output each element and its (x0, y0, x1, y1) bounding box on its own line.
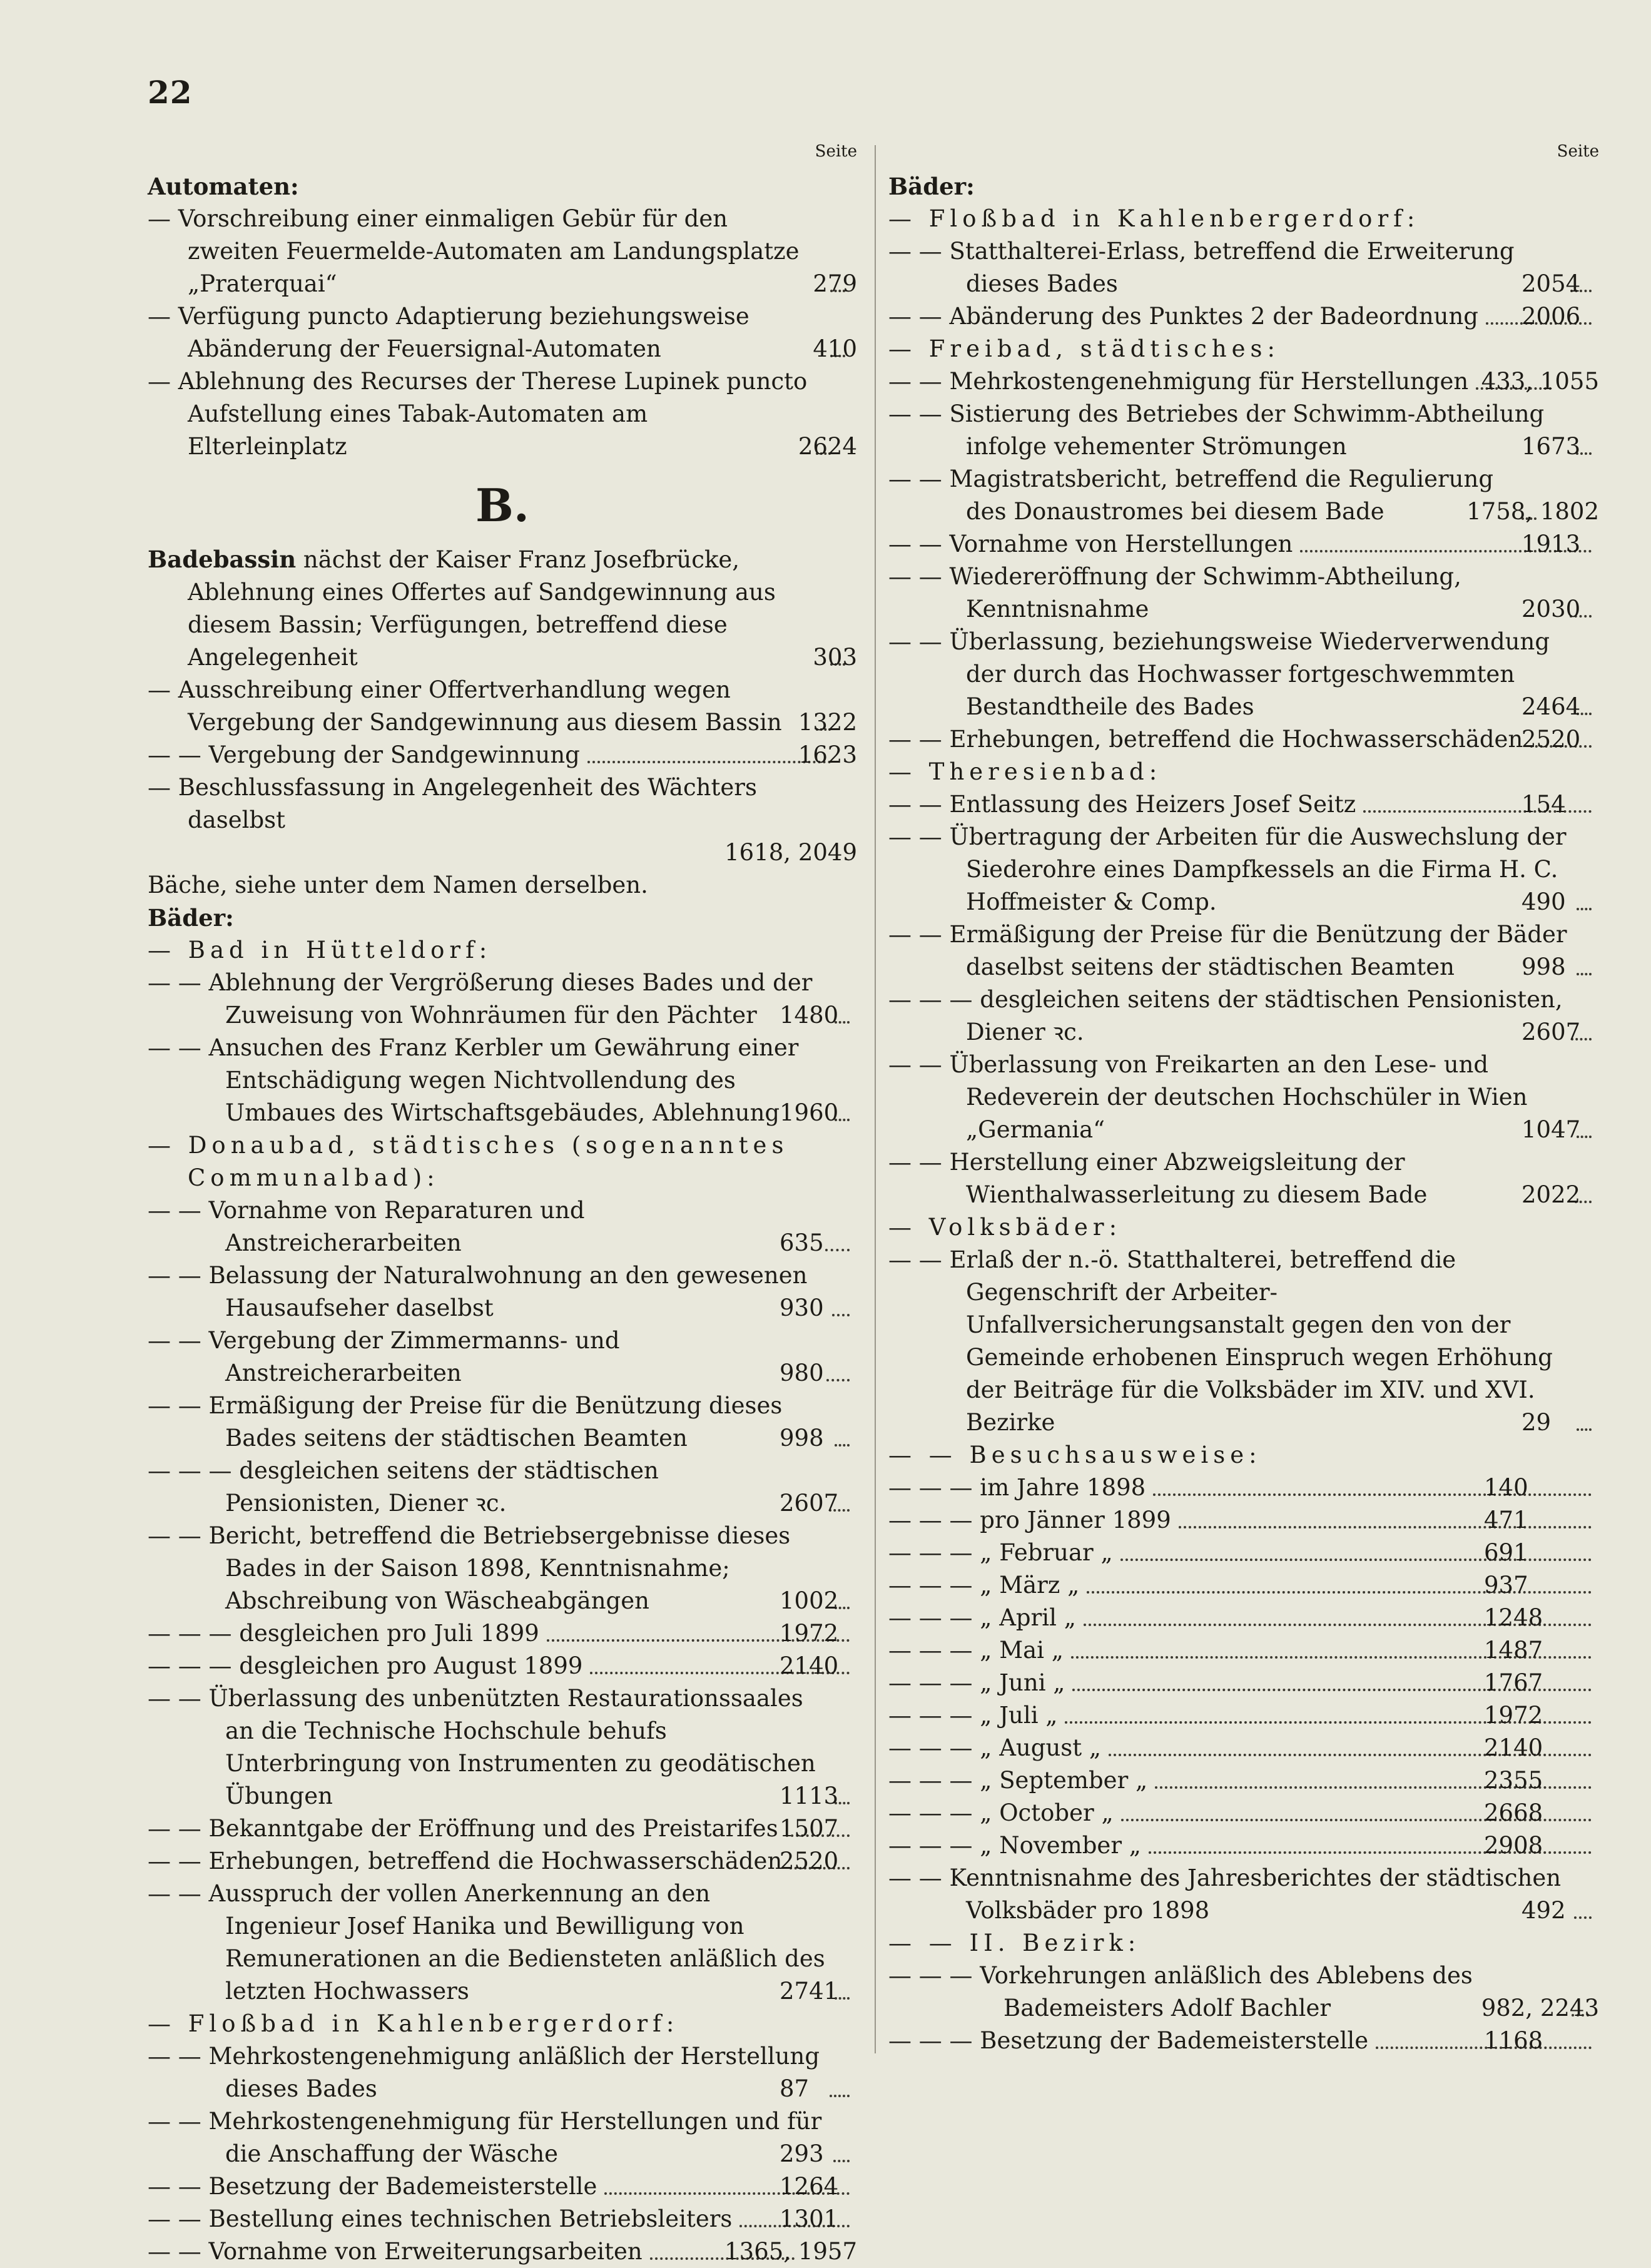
index-entry: — — — „ November „ 2908 (888, 1829, 1599, 1862)
entry-list (148, 1194, 857, 2008)
entry-text: — — — „ März „ (888, 1572, 1080, 1599)
subheading-freibad: — Freibad, städtisches: (888, 335, 1280, 362)
entry-text: — — — „ August „ (888, 1734, 1102, 1761)
entry-text: — — — „ Juli „ (888, 1702, 1058, 1729)
entry-text: — Beschlussfassung in Angelegenheit des Wächters daselbst (148, 774, 757, 833)
baeche-note: Bäche, siehe unter dem Namen derselben. (148, 872, 648, 898)
index-entry: — — Mehrkostengenehmigung für Herstellungen und für die Anschaffung der Wäsche 293 (148, 2105, 857, 2170)
index-entry: — — Kenntnisnahme des Jahresberichtes der städtischen Volksbäder pro 1898 492 (888, 1862, 1599, 1927)
entry-text: — — — im Jahre 1898 (888, 1474, 1146, 1501)
entry-text: — — — desgleichen seitens der städtischen Pensionisten, Diener ꝛc. (148, 1457, 659, 1517)
entry-text: — — Vornahme von Herstellungen (888, 531, 1293, 557)
right-column (888, 139, 1599, 2057)
page-ref: 1365, 1957 (724, 2238, 857, 2265)
entry-text: — — — Besetzung der Bademeisterstelle (888, 2027, 1369, 2054)
page-ref: 1758, 1802 (1466, 498, 1599, 525)
index-entry (148, 2235, 857, 2268)
index-entry: — — Abänderung des Punktes 2 der Badeordnung 2006 (888, 300, 1599, 333)
entry-text: — — Belassung der Naturalwohnung an den gewesenen Hausaufseher daselbst (148, 1262, 808, 1321)
index-entry: — — — desgleichen seitens der städtischen Pensionisten, Diener ꝛc. 2607 (148, 1455, 857, 1520)
index-entry: — — — „ August „ 2140 (888, 1732, 1599, 1764)
entry-text: — — Sistierung des Betriebes der Schwimm-Abtheilung infolge vehementer Strömungen (888, 400, 1545, 460)
index-entry: — — — „ Mai „ 1487 (888, 1634, 1599, 1667)
entry-text: — — — „ September „ (888, 1767, 1148, 1794)
index-entry: — — — Besetzung der Bademeisterstelle 1168 (888, 2025, 1599, 2057)
heading-baeder: Bäder: (888, 173, 975, 200)
index-entry: — — Ausspruch der vollen Anerkennung an den Ingenieur Josef Hanika und Bewilligung von Remunerationen an die Bediensteten anläßlich des letzten Hochwassers 2741 (148, 1878, 857, 2008)
index-entry: — — Bestellung eines technischen Betriebsleiters 1301 (148, 2203, 857, 2235)
entry-text: — — — „ April „ (888, 1604, 1076, 1631)
entry-list (148, 674, 857, 771)
entry-text: — — — desgleichen seitens der städtischen Pensionisten, Diener ꝛc. (888, 986, 1563, 1045)
entry-text: — — — „ Mai „ (888, 1637, 1064, 1664)
index-entry: — — Sistierung des Betriebes der Schwimm-Abtheilung infolge vehementer Strömungen 1673 (888, 398, 1599, 463)
entry-text: — — Bericht, betreffend die Betriebsergebnisse dieses Bades in der Saison 1898, Kenntnisnahme; Abschreibung von Wäscheabgängen (148, 1522, 791, 1614)
index-entry: — — — desgleichen seitens der städtischen Pensionisten, Diener ꝛc. 2607 (888, 984, 1599, 1049)
entry-text: — — Überlassung des unbenützten Restaurationssaales an die Technische Hochschule behufs Unterbringung von Instrumenten zu geodätischen Übungen (148, 1685, 816, 1809)
entry-text: — — Ermäßigung der Preise für die Benützung der Bäder daselbst seitens der städtischen Beamten (888, 921, 1567, 980)
entry-text: — — Wiedereröffnung der Schwimm-Abtheilung, Kenntnisnahme (888, 563, 1461, 623)
index-entry: — — Vornahme von Reparaturen und Anstreicherarbeiten 635 (148, 1194, 857, 1259)
subheading-flossbad: — Floßbad in Kahlenbergerdorf: (888, 205, 1420, 232)
entry-text: — — Entlassung des Heizers Josef Seitz (888, 791, 1356, 818)
index-entry (148, 365, 857, 463)
index-entry: — — Erhebungen, betreffend die Hochwasserschäden 2520 (148, 1845, 857, 1878)
index-entry: — — — pro Jänner 1899 471 (888, 1504, 1599, 1537)
index-entry: — — Besetzung der Bademeisterstelle 1264 (148, 2170, 857, 2203)
index-entry: — — Herstellung einer Abzweigsleitung der Wienthalwasserleitung zu diesem Bade 2022 (888, 1146, 1599, 1211)
index-entry: — — — „ März „ 937 (888, 1569, 1599, 1602)
index-entry: — — Statthalterei-Erlass, betreffend die Erweiterung dieses Bades 2054 (888, 235, 1599, 300)
dot-leader (1577, 973, 1592, 975)
dot-leader (826, 1379, 850, 1381)
index-entry (148, 739, 857, 771)
index-entry (148, 203, 857, 300)
index-entry: — — — „ Februar „ 691 (888, 1537, 1599, 1569)
index-entry: — — Vornahme von Herstellungen 1913 (888, 528, 1599, 561)
entry-text: — — Ausspruch der vollen Anerkennung an den Ingenieur Josef Hanika und Bewilligung von Remunerationen an die Bediensteten anläßlich des letzten Hochwassers (148, 1880, 825, 2005)
entry-text: — — Bekanntgabe der Eröffnung und des Preistarifes (148, 1815, 778, 1842)
dot-leader (1577, 908, 1592, 910)
entry-text: — — Mehrkostengenehmigung anläßlich der Herstellung dieses Bades (148, 2043, 820, 2102)
index-entry: — — Ansuchen des Franz Kerbler um Gewährung einer Entschädigung wegen Nichtvollendung des Umbaues des Wirtschaftsgebäudes, Ablehnung 1960 (148, 1032, 857, 1129)
letter-heading-b: B. (475, 479, 529, 532)
entry-text: — — Erhebungen, betreffend die Hochwasserschäden (148, 1848, 783, 1874)
index-entry: — — — „ September „ 2355 (888, 1764, 1599, 1797)
entry-text: — — Vergebung der Zimmermanns- und Anstreicherarbeiten (148, 1327, 620, 1386)
entry-text: — — — Vorkehrungen anläßlich des Ablebens des Bademeisters Adolf Bachler (888, 1962, 1473, 2021)
entry-text: — — Mehrkostengenehmigung für Herstellungen (888, 368, 1469, 395)
index-entry: — — Mehrkostengenehmigung anläßlich der Herstellung dieses Bades 87 (148, 2040, 857, 2105)
column-divider (875, 145, 876, 2053)
page-ref: 303 (813, 644, 857, 671)
entry-text: — — — „ Juni „ (888, 1669, 1065, 1696)
index-entry: — — Ermäßigung der Preise für die Benützung dieses Bades seitens der städtischen Beamten 998 (148, 1390, 857, 1455)
dot-leader (833, 2160, 850, 2162)
entry-list (148, 203, 857, 463)
entry-text: — — Übertragung der Arbeiten für die Auswechslung der Siederohre eines Dampfkessels an die Firma H. C. Hoffmeister & Comp. (888, 823, 1567, 915)
entry-text: — — Besetzung der Bademeisterstelle (148, 2173, 597, 2200)
entry-list (888, 1472, 1599, 1862)
heading-badebassin: Badebassin (148, 546, 297, 573)
index-entry (888, 365, 1599, 398)
index-entry: — — Ermäßigung der Preise für die Benützung der Bäder daselbst seitens der städtischen Beamten 998 (888, 918, 1599, 984)
subheading-flossbad: — Floßbad in Kahlenbergerdorf: (148, 2010, 679, 2037)
entry-list (888, 235, 1599, 333)
entry-text: — Verfügung puncto Adaptierung beziehungsweise Abänderung der Feuersignal-Automaten (148, 303, 749, 362)
index-entry: — — Überlassung von Freikarten an den Lese- und Redeverein der deutschen Hochschüler in Wien „Germania“ 1047 (888, 1049, 1599, 1146)
entry-text: — — — pro Jänner 1899 (888, 1507, 1171, 1533)
subheading-besuchsausweise: — — Besuchsausweise: (888, 1442, 1262, 1468)
index-entry: — — Übertragung der Arbeiten für die Auswechslung der Siederohre eines Dampfkessels an die Firma H. C. Hoffmeister & Comp. 490 (888, 821, 1599, 918)
index-entry (148, 674, 857, 739)
index-entry (148, 543, 857, 674)
seite-label: Seite (1557, 142, 1599, 161)
entry-list (888, 365, 1599, 756)
entry-text: — — Überlassung von Freikarten an den Lese- und Redeverein der deutschen Hochschüler in Wien „Germania“ (888, 1051, 1528, 1143)
entry-text: — — Bestellung eines technischen Betriebsleiters (148, 2205, 733, 2232)
index-entry: — — Erhebungen, betreffend die Hochwasserschäden 2520 (888, 723, 1599, 756)
page-number: 22 (148, 74, 193, 111)
index-entry: — — Bericht, betreffend die Betriebsergebnisse dieses Bades in der Saison 1898, Kenntnisnahme; Abschreibung von Wäscheabgängen 1002 (148, 1520, 857, 1617)
page-ref: 279 (813, 270, 857, 297)
dot-leader (1179, 1526, 1592, 1528)
left-column (148, 139, 857, 2268)
entry-text: — — Herstellung einer Abzweigsleitung der Wienthalwasserleitung zu diesem Bade (888, 1149, 1428, 1208)
entry-text: — — Statthalterei-Erlass, betreffend die Erweiterung dieses Bades (888, 238, 1515, 297)
index-entry: — — Entlassung des Heizers Josef Seitz 154 (888, 788, 1599, 821)
index-entry: — — Ablehnung der Vergrößerung dieses Bades und der Zuweisung von Wohnräumen für den Pächter 1480 (148, 967, 857, 1032)
index-entry: — — Wiedereröffnung der Schwimm-Abtheilung, Kenntnisnahme 2030 (888, 561, 1599, 626)
subheading-huetteldorf: — Bad in Hütteldorf: (148, 937, 492, 964)
subheading-theresienbad: — Theresienbad: (888, 758, 1162, 785)
page-ref: 1623 (798, 741, 857, 768)
entry-text: — — — desgleichen pro Juli 1899 (148, 1620, 539, 1647)
page-ref: 2624 (798, 433, 857, 460)
entry-list (148, 2040, 857, 2268)
index-entry: — — Belassung der Naturalwohnung an den gewesenen Hausaufseher daselbst 930 (148, 1259, 857, 1325)
entry-text: — — — „ Februar „ (888, 1539, 1113, 1566)
index-entry (888, 1960, 1599, 2025)
index-entry: — — Vergebung der Zimmermanns- und Anstreicherarbeiten 980 (148, 1325, 857, 1390)
entry-text: — — Vornahme von Erweiterungsarbeiten (148, 2238, 643, 2265)
seite-label: Seite (815, 142, 857, 161)
entry-text: — — — desgleichen pro August 1899 (148, 1652, 583, 1679)
index-entry (888, 463, 1599, 528)
index-entry (148, 771, 857, 869)
entry-text: — — Erhebungen, betreffend die Hochwasserschäden (888, 726, 1523, 753)
dot-leader (830, 2095, 850, 2097)
entry-text: — Vorschreibung einer einmaligen Gebür für den zweiten Feuermelde-Automaten am Landungsplatze „Praterquai“ (148, 205, 800, 297)
page-ref: 982, 2243 (1481, 1995, 1599, 2021)
index-entry: — — Bekanntgabe der Eröffnung und des Preistarifes 1507 (148, 1813, 857, 1845)
entry-text: — — Erlaß der n.-ö. Statthalterei, betreffend die Gegenschrift der Arbeiter-Unfallversicherungsanstalt gegen den von der Gemeinde erhobenen Einspruch wegen Erhöhung der Beiträge für die Volksbäder im XIV. und XVI. Bezirke (888, 1246, 1553, 1436)
entry-text: — — Ablehnung der Vergrößerung dieses Bades und der Zuweisung von Wohnräumen für den Pächter (148, 969, 813, 1029)
subheading-bezirk-ii: — — II. Bezirk: (888, 1930, 1141, 1956)
page-ref: 433, 1055 (1481, 368, 1599, 395)
page-ref: 410 (813, 335, 857, 362)
dot-leader (587, 761, 831, 763)
entry-text: — — Ermäßigung der Preise für die Benützung dieses Bades seitens der städtischen Beamten (148, 1392, 783, 1452)
heading-baeder: Bäder: (148, 904, 234, 932)
entry-list (888, 1960, 1599, 2057)
index-entry: — — — „ Juni „ 1767 (888, 1667, 1599, 1699)
subheading-donaubad: — Donaubad, städtisches (sogenanntes Communalbad): (148, 1132, 789, 1191)
index-entry: — — — desgleichen pro Juli 1899 1972 (148, 1617, 857, 1650)
index-entry: — — — im Jahre 1898 140 (888, 1472, 1599, 1504)
entry-list (148, 967, 857, 1129)
entry-text: — — Abänderung des Punktes 2 der Badeordnung (888, 303, 1478, 330)
entry-text: — — Mehrkostengenehmigung für Herstellungen und für die Anschaffung der Wäsche (148, 2108, 822, 2167)
dot-leader (825, 1249, 850, 1251)
index-entry (148, 300, 857, 365)
index-entry: — — Überlassung, beziehungsweise Wiederverwendung der durch das Hochwasser fortgeschwemmten Bestandtheile des Bades 2464 (888, 626, 1599, 723)
entry-text: — — Vergebung der Sandgewinnung (148, 741, 580, 768)
entry-text: — — Vornahme von Reparaturen und Anstreicherarbeiten (148, 1197, 585, 1256)
entry-text: — — — „ October „ (888, 1799, 1114, 1826)
page-ref: 1618, 2049 (724, 839, 857, 866)
entry-text: — — Kenntnisnahme des Jahresberichtes der städtischen Volksbäder pro 1898 (888, 1864, 1562, 1924)
subheading-volksbaeder: — Volksbäder: (888, 1214, 1122, 1241)
index-entry: — — — „ October „ 2668 (888, 1797, 1599, 1829)
entry-text: — — Überlassung, beziehungsweise Wiederverwendung der durch das Hochwasser fortgeschwemmten Bestandtheile des Bades (888, 628, 1550, 720)
entry-list (888, 788, 1599, 1211)
entry-text: — — — „ November „ (888, 1832, 1141, 1859)
index-entry: — — — „ Juli „ 1972 (888, 1699, 1599, 1732)
entry-text: — — Magistratsbericht, betreffend die Regulierung des Donaustromes bei diesem Bade (888, 465, 1494, 525)
index-entry: — — Überlassung des unbenützten Restaurationssaales an die Technische Hochschule behufs Unterbringung von Instrumenten zu geodätischen Übungen 1113 (148, 1682, 857, 1813)
entry-text: nächst der Kaiser Franz Josefbrücke, Ablehnung eines Offertes auf Sandgewinnung aus diesem Bassin; Verfügungen, betreffend diese Angelegenheit (188, 546, 776, 671)
dot-leader (1574, 1916, 1592, 1919)
entry-text: — Ausschreibung einer Offertverhandlung wegen Vergebung der Sandgewinnung aus diesem Bassin (148, 676, 782, 736)
entry-text: — — Ansuchen des Franz Kerbler um Gewährung einer Entschädigung wegen Nichtvollendung des Umbaues des Wirtschaftsgebäudes, Ablehnung (148, 1034, 799, 1126)
index-entry: — — — „ April „ 1248 (888, 1602, 1599, 1634)
dot-leader (835, 1444, 850, 1447)
dot-leader (832, 1314, 850, 1316)
entry-text: — Ablehnung des Recurses der Therese Lupinek puncto Aufstellung eines Tabak-Automaten am Elterleinplatz (148, 368, 808, 460)
heading-automaten: Automaten: (148, 173, 299, 200)
index-entry: — — Erlaß der n.-ö. Statthalterei, betreffend die Gegenschrift der Arbeiter-Unfallversicherungsanstalt gegen den von der Gemeinde erhobenen Einspruch wegen Erhöhung der Beiträge für die Volksbäder im XIV. und XVI. Bezirke 29 (888, 1244, 1599, 1439)
index-entry: — — — desgleichen pro August 1899 2140 (148, 1650, 857, 1682)
dot-leader (1577, 1428, 1592, 1431)
page-ref: 1322 (798, 709, 857, 736)
